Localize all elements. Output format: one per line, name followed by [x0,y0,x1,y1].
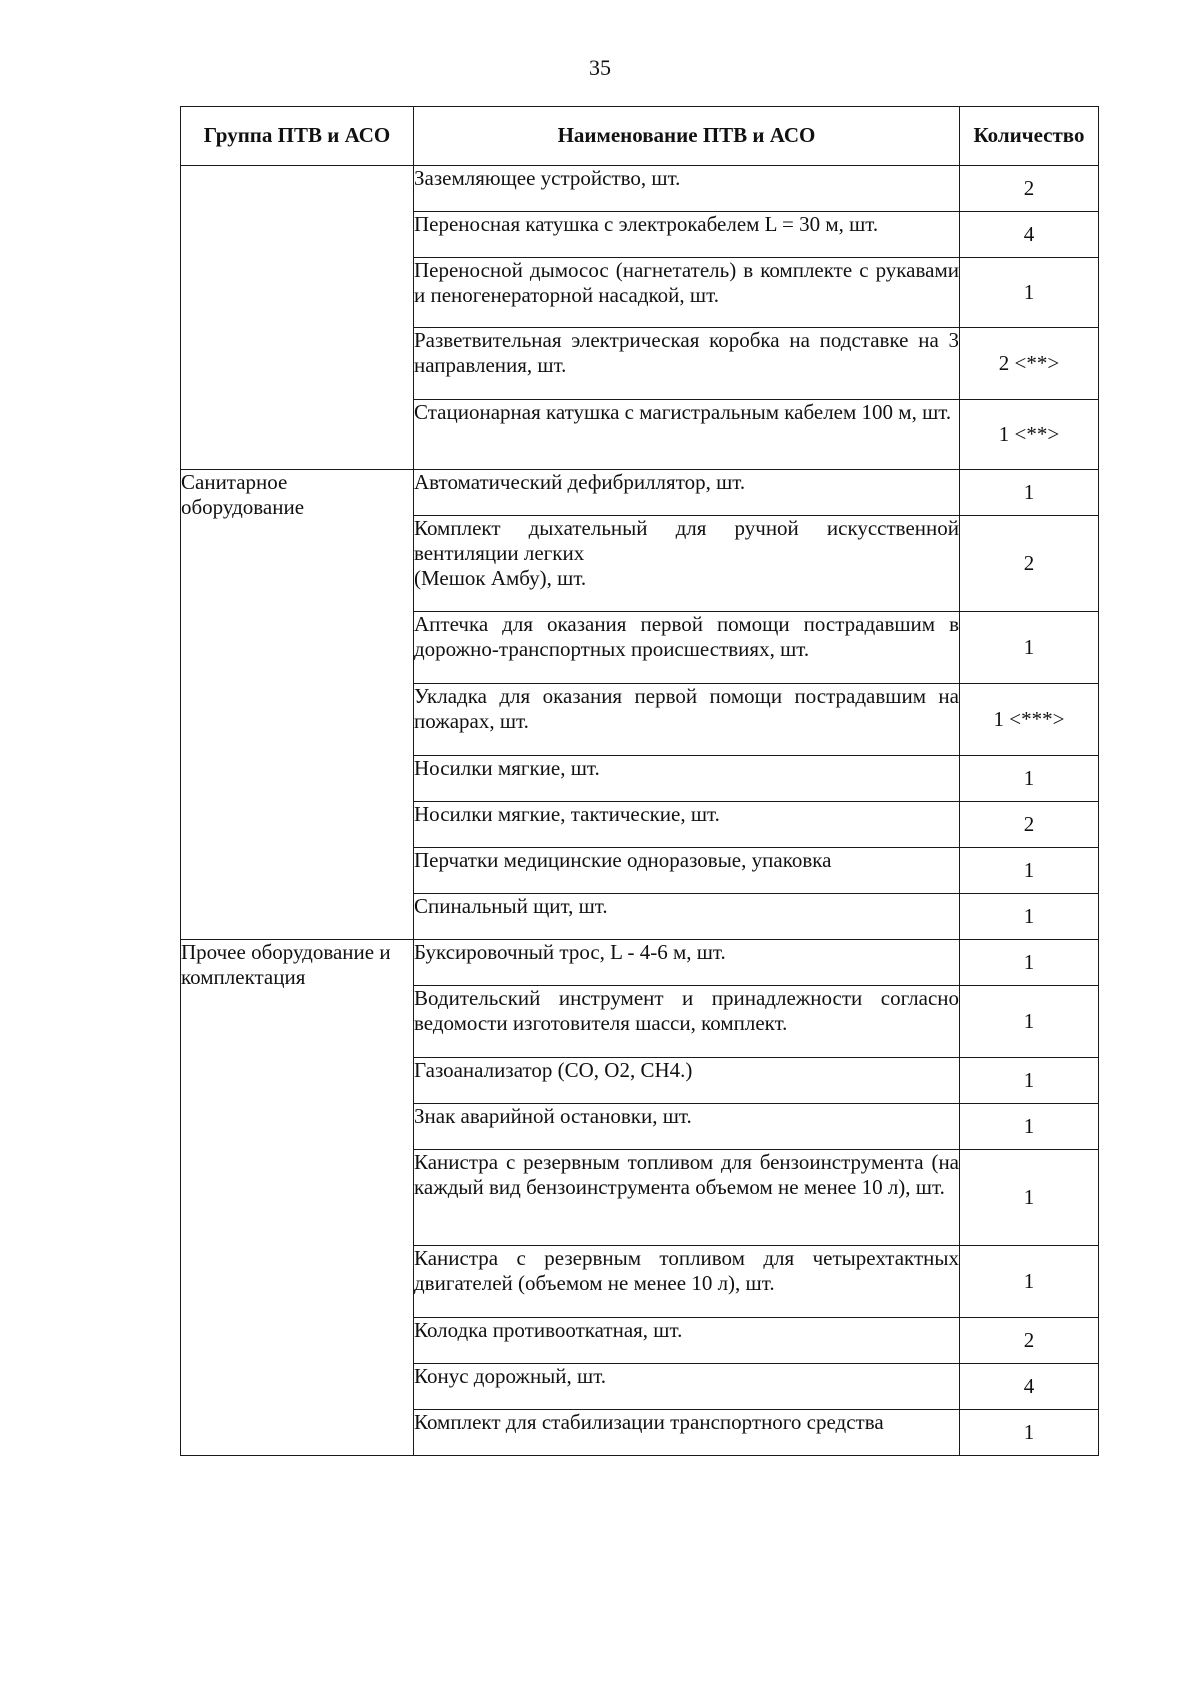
item-name-cell: Канистра с резервным топливом для бензоинструмента (на каждый вид бензоинструмента объемом не менее 10 л), шт. [414,1150,960,1246]
group-cell: Санитарное оборудование [181,470,414,940]
item-quantity-cell: 4 [960,1364,1099,1410]
item-name-cell: Аптечка для оказания первой помощи пострадавшим в дорожно-транспортных происшествиях, шт. [414,612,960,684]
item-quantity-cell: 1 <**> [960,400,1099,470]
item-quantity-cell: 1 [960,1410,1099,1456]
group-cell: Прочее оборудование и комплектация [181,940,414,1456]
table-body [181,166,1099,1456]
table-header [181,107,1099,166]
item-quantity-cell: 2 [960,516,1099,612]
table-row [181,166,1099,212]
header-name: Наименование ПТВ и АСО [414,107,960,166]
item-name-cell: Знак аварийной остановки, шт. [414,1104,960,1150]
item-name-cell: Носилки мягкие, тактические, шт. [414,802,960,848]
item-quantity-cell: 1 [960,986,1099,1058]
item-name-cell: Канистра с резервным топливом для четырехтактных двигателей (объемом не менее 10 л), шт. [414,1246,960,1318]
item-name-cell: Переносной дымосос (нагнетатель) в комплекте с рукавами и пеногенераторной насадкой, шт. [414,258,960,328]
header-quantity: Количество [960,107,1099,166]
item-quantity-cell: 1 [960,612,1099,684]
item-quantity-cell: 1 [960,1246,1099,1318]
item-quantity-cell: 1 [960,848,1099,894]
header-group: Группа ПТВ и АСО [181,107,414,166]
item-quantity-cell: 2 [960,1318,1099,1364]
item-quantity-cell: 1 [960,1150,1099,1246]
group-cell [181,166,414,470]
page-number: 35 [589,55,611,80]
item-name-cell: Колодка противооткатная, шт. [414,1318,960,1364]
item-quantity-cell: 2 [960,166,1099,212]
item-name-cell: Стационарная катушка с магистральным кабелем 100 м, шт. [414,400,960,470]
item-quantity-cell: 1 [960,756,1099,802]
item-name-cell: Конус дорожный, шт. [414,1364,960,1410]
header-row [181,107,1099,166]
item-name-cell: Укладка для оказания первой помощи пострадавшим на пожарах, шт. [414,684,960,756]
item-name-cell: Спинальный щит, шт. [414,894,960,940]
item-quantity-cell: 1 [960,470,1099,516]
item-name-cell: Автоматический дефибриллятор, шт. [414,470,960,516]
item-name-cell: Водительский инструмент и принадлежности согласно ведомости изготовителя шасси, комплект. [414,986,960,1058]
item-name-cell: Комплект для стабилизации транспортного средства [414,1410,960,1456]
item-quantity-cell: 2 [960,802,1099,848]
item-quantity-cell: 1 [960,940,1099,986]
item-name-cell: Комплект дыхательный для ручной искусственной вентиляции легких (Мешок Амбу), шт. [414,516,960,612]
table-row [181,940,1099,986]
item-name-cell: Переносная катушка с электрокабелем L = 30 м, шт. [414,212,960,258]
item-quantity-cell: 1 [960,894,1099,940]
equipment-table [180,106,1099,1456]
item-name-cell: Буксировочный трос, L - 4-6 м, шт. [414,940,960,986]
item-name-cell: Носилки мягкие, шт. [414,756,960,802]
table-row [181,470,1099,516]
item-name-cell: Газоанализатор (CO, O2, CH4.) [414,1058,960,1104]
item-quantity-cell: 1 [960,1058,1099,1104]
item-quantity-cell: 4 [960,212,1099,258]
item-name-cell: Заземляющее устройство, шт. [414,166,960,212]
item-quantity-cell: 1 <***> [960,684,1099,756]
item-quantity-cell: 2 <**> [960,328,1099,400]
item-quantity-cell: 1 [960,1104,1099,1150]
item-name-cell: Разветвительная электрическая коробка на подставке на 3 направления, шт. [414,328,960,400]
item-name-cell: Перчатки медицинские одноразовые, упаковка [414,848,960,894]
item-quantity-cell: 1 [960,258,1099,328]
